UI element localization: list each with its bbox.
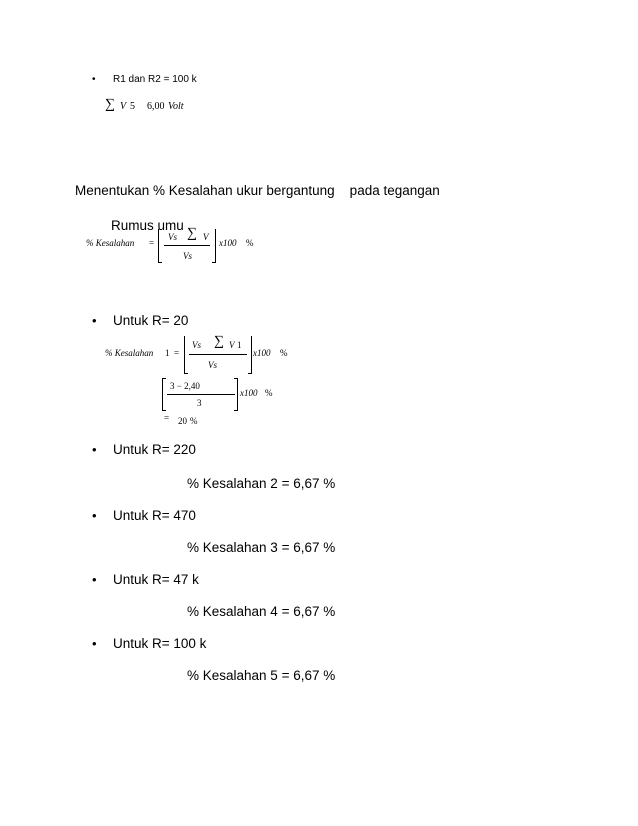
sigma-symbol: ∑ (105, 97, 115, 112)
bullet: • (92, 74, 96, 85)
case-label-r220: Untuk R= 220 (113, 442, 196, 457)
fraction-bar (189, 354, 247, 355)
sigma-symbol: ∑ (214, 334, 224, 349)
sum-v: V (120, 101, 127, 112)
bullet: • (92, 508, 97, 523)
left-bracket (158, 229, 162, 263)
mult: x100 (219, 238, 237, 248)
bullet: • (92, 572, 97, 587)
pct: % (265, 388, 273, 398)
bullet: • (92, 442, 97, 457)
r1r2-text: R1 dan R2 = 100 k (113, 74, 197, 85)
bullet: • (92, 313, 97, 328)
right-bracket (212, 229, 216, 263)
sum-unit: Volt (168, 101, 184, 112)
formula-eq: = (149, 238, 155, 248)
fraction-bar (164, 245, 210, 246)
sigma-symbol: ∑ (187, 226, 197, 241)
case-result-4: % Kesalahan 4 = 6,67 % (187, 604, 336, 619)
num-vs: Vs (192, 340, 201, 350)
case-label-r20: Untuk R= 20 (113, 313, 189, 328)
formula-lhs: % Kesalahan (105, 348, 154, 358)
case-result-3: % Kesalahan 3 = 6,67 % (187, 540, 336, 555)
case-label-r470: Untuk R= 470 (113, 508, 196, 523)
sum-num: 5 (130, 101, 135, 112)
mult: x100 (240, 388, 258, 398)
num-v: V (229, 340, 235, 350)
rumus-label: Rumus umu (111, 218, 184, 233)
pct: % (280, 348, 288, 358)
bullet: • (92, 636, 97, 651)
left-bracket (162, 378, 166, 411)
formula-lhs: % Kesalahan (86, 238, 135, 248)
den-vs: Vs (183, 251, 192, 261)
subst-num: 3 − 2,40 (170, 381, 200, 391)
result-eq: = (164, 413, 170, 423)
pct: % (246, 238, 254, 248)
num-v: V (203, 232, 209, 242)
num-v-idx: 1 (237, 340, 242, 350)
den-vs: Vs (208, 360, 217, 370)
right-bracket (248, 336, 252, 374)
mult: x100 (253, 348, 271, 358)
num-vs: Vs (168, 232, 177, 242)
sum-value: 6,00 (147, 101, 165, 112)
section-heading: Menentukan % Kesalahan ukur bergantung pada tegangan (75, 183, 440, 198)
case-result-5: % Kesalahan 5 = 6,67 % (187, 668, 336, 683)
formula-idx: 1 (165, 348, 170, 358)
fraction-bar (167, 394, 235, 395)
subst-den: 3 (197, 398, 202, 408)
case-label-r100k: Untuk R= 100 k (113, 636, 207, 651)
result-pct: % (190, 416, 198, 426)
formula-eq: = (174, 348, 180, 358)
case-label-r47k: Untuk R= 47 k (113, 572, 199, 587)
right-bracket (234, 378, 238, 411)
result-value: 20 (178, 416, 187, 426)
case-result-2: % Kesalahan 2 = 6,67 % (187, 476, 336, 491)
left-bracket (184, 336, 188, 374)
